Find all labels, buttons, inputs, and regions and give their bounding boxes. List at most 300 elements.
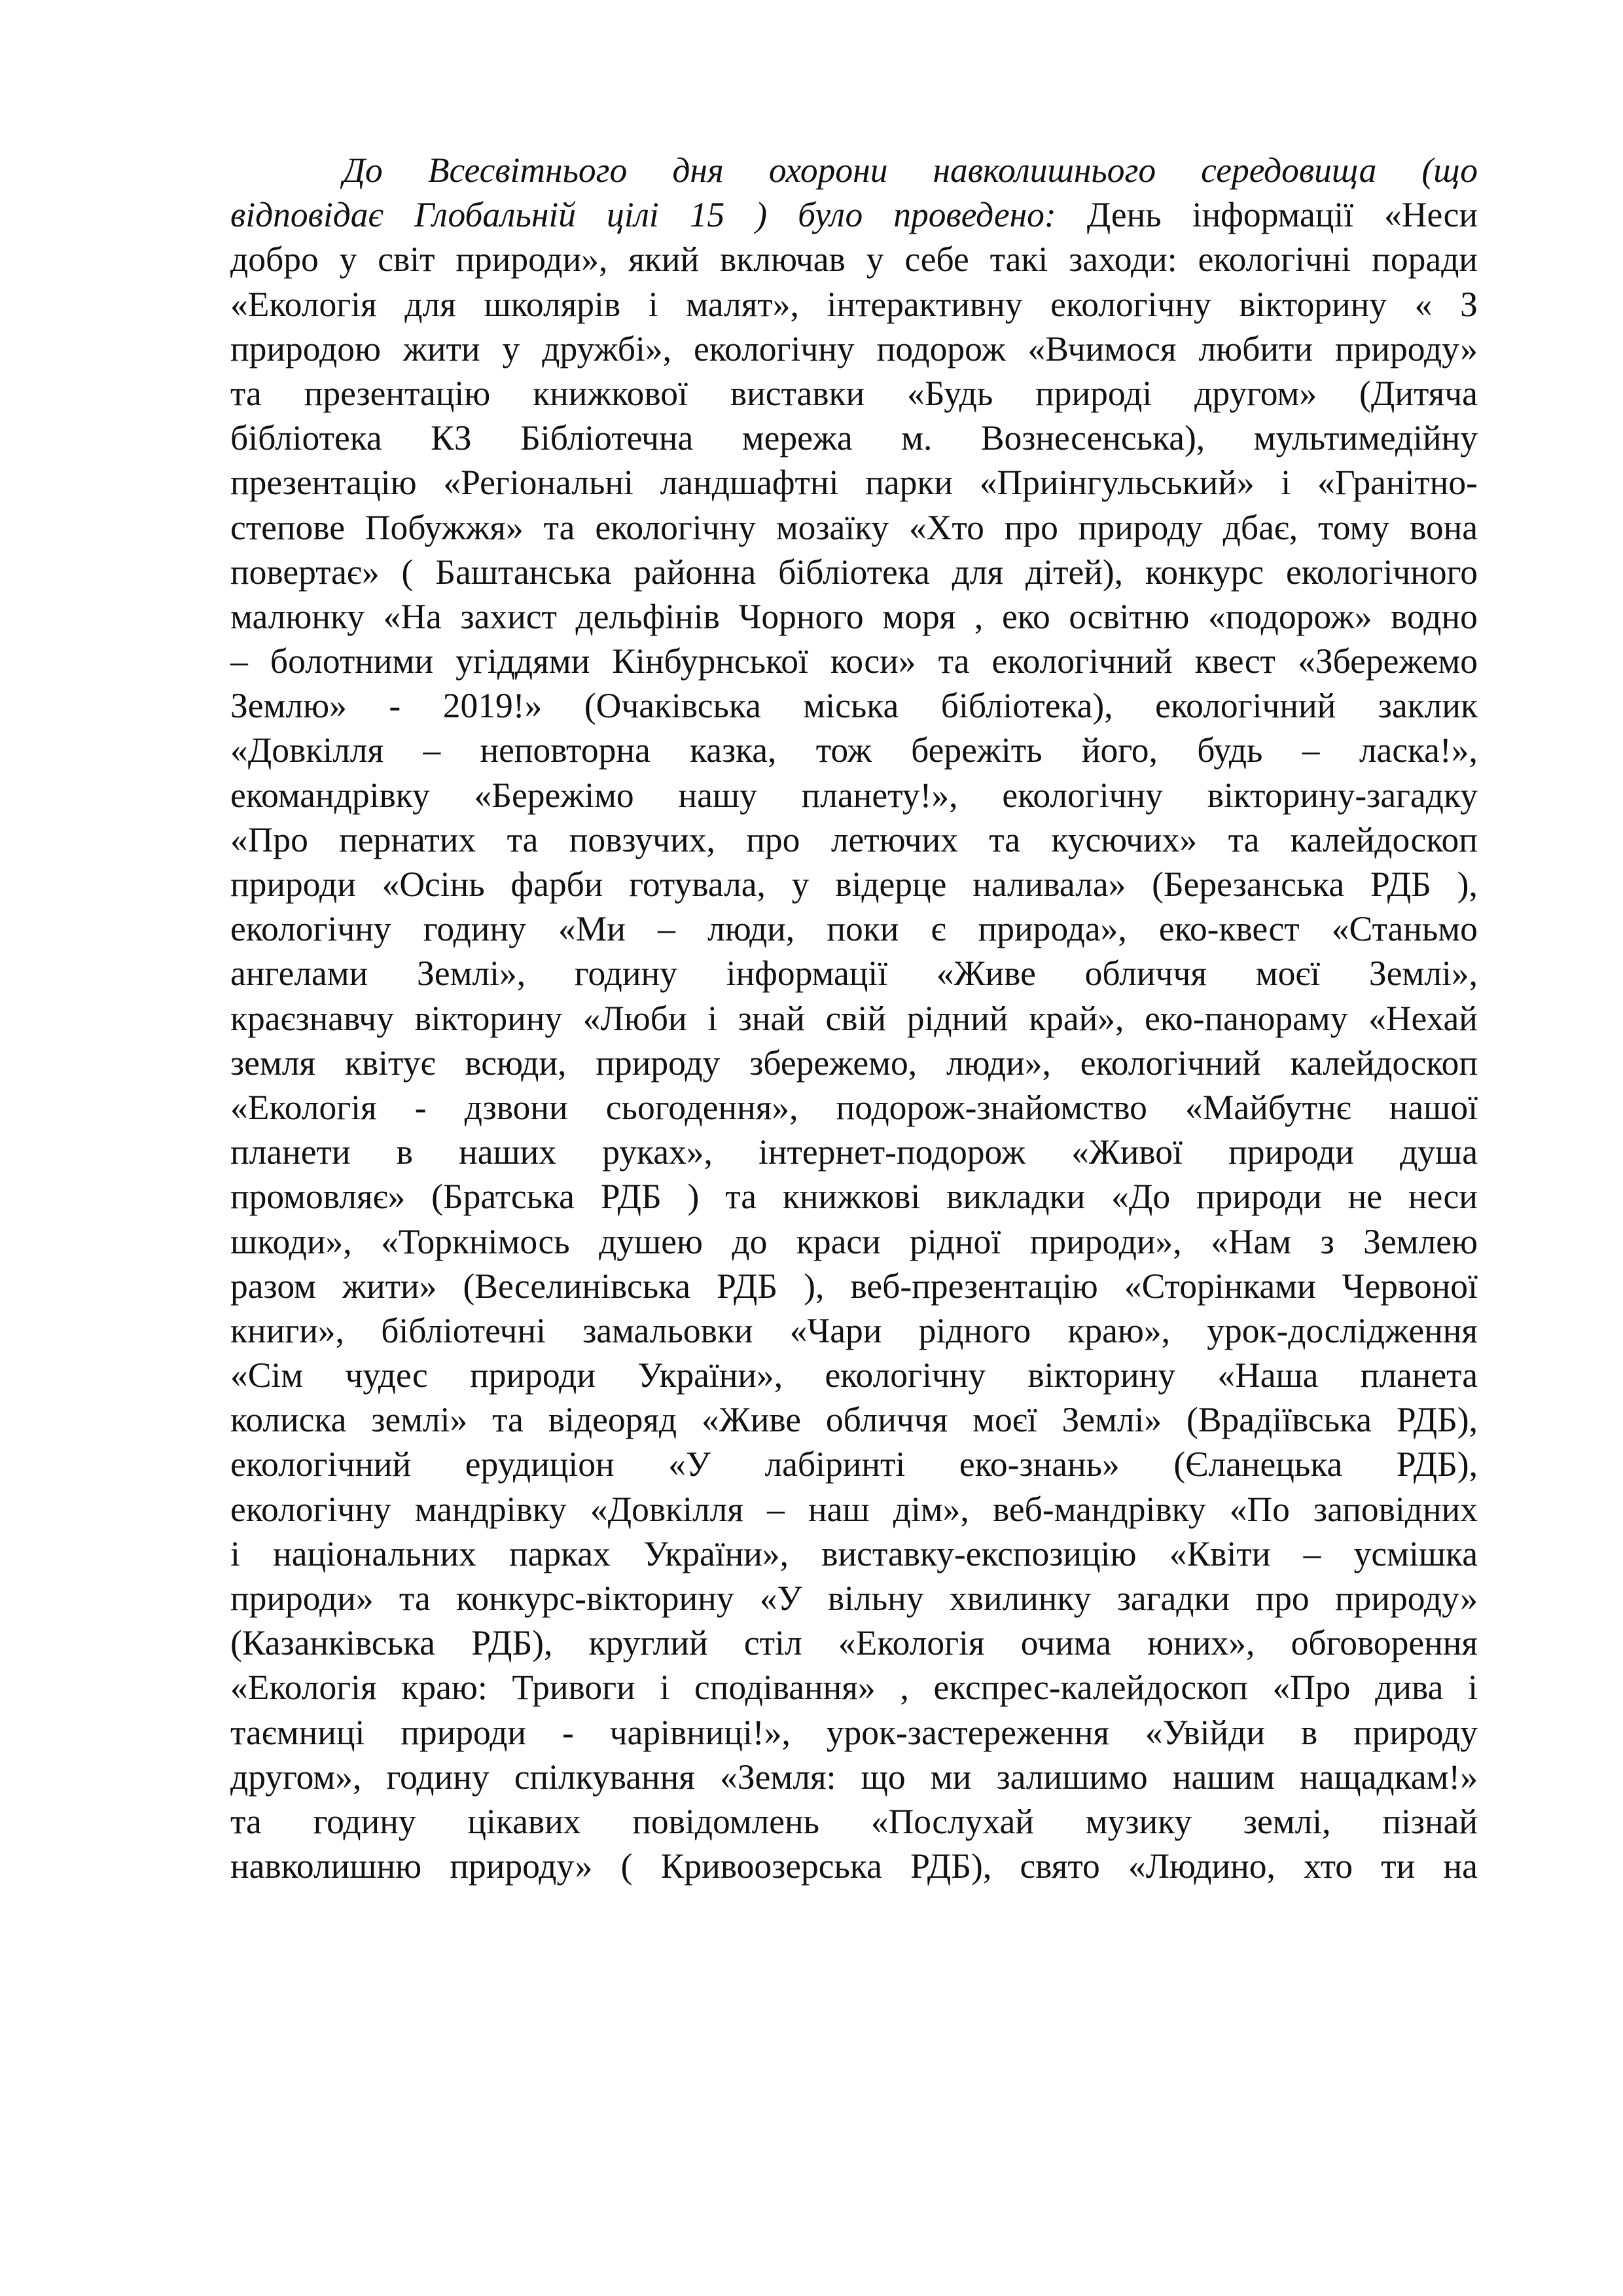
word: себе [904, 240, 969, 279]
word: планета [1360, 1355, 1478, 1395]
word: який [628, 240, 700, 279]
word: будь [1197, 730, 1263, 770]
word: круглий [588, 1623, 708, 1663]
word: «Будь [907, 373, 993, 413]
word: та [989, 819, 1021, 859]
word: заходи: [1069, 240, 1177, 279]
word: навколишнього [933, 151, 1156, 190]
word: РДБ [717, 1266, 778, 1306]
word: та [725, 1177, 757, 1217]
word: промовляє» [230, 1177, 406, 1217]
word: «Живе [702, 1400, 802, 1440]
word: у [502, 329, 520, 368]
word: і [660, 1668, 670, 1708]
word: хвилинку [949, 1579, 1092, 1618]
text-line [230, 1755, 1478, 1799]
word: калейдоскоп [1290, 819, 1478, 859]
word: не [1347, 1177, 1382, 1217]
word: всюди, [465, 1043, 567, 1083]
word: ) [755, 195, 768, 235]
word: нашу [678, 775, 757, 815]
text-line [230, 683, 1478, 728]
word: шкоди», [230, 1221, 352, 1261]
word: - [562, 1712, 574, 1752]
word: - [389, 686, 401, 726]
word: захист [460, 596, 557, 636]
word: природу [1353, 1712, 1478, 1752]
word: – [658, 909, 675, 949]
word: середовища [1201, 151, 1377, 190]
word: повзучих, [569, 819, 715, 859]
word: малюнку [230, 596, 365, 636]
word: природи», [455, 240, 608, 279]
text-line [230, 237, 1478, 281]
word: ласка!», [1359, 730, 1478, 770]
word: такі [990, 240, 1048, 279]
word: України», [637, 1355, 783, 1395]
word: (Врадіївська [1186, 1400, 1372, 1440]
word: «До [1111, 1177, 1171, 1217]
word: край», [1029, 998, 1124, 1038]
word: калейдоскоп [1290, 1043, 1478, 1083]
word: цікавих [467, 1801, 581, 1841]
word: і [1468, 1668, 1478, 1708]
word: національних [273, 1534, 476, 1573]
text-line [230, 1442, 1478, 1486]
word: екологічну [230, 909, 391, 949]
text-line [230, 192, 1478, 237]
word: природи» [230, 1579, 374, 1618]
word: ), [804, 1266, 825, 1306]
word: «Про [1272, 1668, 1351, 1708]
word: екологічну [1050, 284, 1211, 324]
word: районна [633, 552, 757, 592]
word: «Екологія [230, 1087, 377, 1127]
word: екологічні [1198, 240, 1351, 279]
text-line [230, 1799, 1478, 1844]
text-line [230, 1264, 1478, 1308]
word: пізнай [1382, 1801, 1478, 1841]
word: «Живої [1071, 1132, 1183, 1172]
word: душа [1400, 1132, 1478, 1172]
text-line [230, 1621, 1478, 1665]
word: «Осінь [382, 865, 485, 904]
word: «Про [230, 819, 308, 859]
word: 15 [689, 195, 725, 235]
word: « [1414, 284, 1433, 324]
word: веб-презентацію [850, 1266, 1098, 1306]
word: «Екологія [838, 1623, 985, 1663]
word: «Довкілля [230, 730, 384, 770]
word: і [707, 998, 718, 1038]
text-line [230, 951, 1478, 996]
word: планети [230, 1132, 351, 1172]
word: годину [423, 909, 526, 949]
text-line [230, 460, 1478, 505]
word: ландшафтні [660, 463, 839, 503]
word: краєзнавчу [230, 998, 394, 1038]
word: нашим [1172, 1757, 1275, 1797]
word: подорож-знайомство [836, 1087, 1147, 1127]
word: природи [1196, 1177, 1322, 1217]
word: усмішка [1353, 1534, 1478, 1573]
word: Всесвітнього [427, 151, 628, 190]
word: любити [1198, 329, 1313, 368]
text-line [230, 416, 1478, 460]
word: «Приінгульський» [979, 463, 1255, 503]
word: природи», [1029, 1221, 1182, 1261]
word: «По [1229, 1489, 1290, 1529]
word: вікторину [1239, 284, 1387, 324]
word: у [791, 865, 810, 904]
text-line [230, 148, 1478, 192]
word: в [396, 1132, 413, 1172]
word: еко-квест [1158, 909, 1300, 949]
word: казка, [690, 730, 777, 770]
word: жити [402, 329, 480, 368]
word: Землі», [1368, 954, 1478, 994]
word: екологічну [595, 507, 756, 547]
word: що [861, 1757, 906, 1797]
word: ми [930, 1757, 972, 1797]
word: знай [738, 998, 805, 1038]
word: природу» [450, 1846, 593, 1886]
word: про [1004, 507, 1058, 547]
word: проведено: [893, 195, 1056, 235]
word: поки [827, 909, 899, 949]
word: , [900, 1668, 909, 1708]
word: таємниці [230, 1712, 365, 1752]
word: Побужжя» [365, 507, 524, 547]
word: «Людино, [1128, 1846, 1275, 1886]
word: тому [1318, 507, 1390, 547]
word: неси [1408, 1177, 1478, 1217]
word: чарівниці!», [609, 1712, 791, 1752]
text-line [230, 1174, 1478, 1219]
word: для [404, 284, 456, 324]
word: цілі [606, 195, 659, 235]
word: Глобальній [414, 195, 576, 235]
word: відеоряд [548, 1400, 677, 1440]
word: люди, [707, 909, 795, 949]
word: (Братська [431, 1177, 575, 1217]
word: ангелами [230, 954, 368, 994]
word: – [423, 730, 441, 770]
word: вікторину [1027, 1355, 1176, 1395]
word: екомандрівку [230, 775, 430, 815]
text-line [230, 906, 1478, 951]
word: «Гранітно- [1317, 463, 1478, 503]
word: школярів [484, 284, 621, 324]
word: До [343, 151, 383, 190]
word: екологічний [230, 1444, 412, 1484]
word: є [931, 909, 946, 949]
text-line [230, 505, 1478, 550]
word: ерудиціон [465, 1444, 615, 1484]
word: «Хто [909, 507, 984, 547]
word: годину [574, 954, 677, 994]
word: було [798, 195, 863, 235]
word: пернатих [339, 819, 476, 859]
word: та [492, 1400, 524, 1440]
word: свято [1020, 1846, 1100, 1886]
word: ), [1457, 865, 1478, 904]
word: «Сторінками [1124, 1266, 1316, 1306]
word: екологічний [991, 641, 1173, 681]
word: еко [1001, 596, 1050, 636]
text-line [230, 1085, 1478, 1130]
text-line [230, 817, 1478, 862]
word: природою [230, 329, 381, 368]
word: відповідає [230, 195, 383, 235]
word: обговорення [1291, 1623, 1478, 1663]
word: РДБ), [1396, 1400, 1478, 1440]
word: загадки [1116, 1579, 1230, 1618]
word: «Вчимося [1027, 329, 1177, 368]
word: повідомлень [632, 1801, 820, 1841]
text-line [230, 371, 1478, 416]
word: природу» [1334, 1579, 1478, 1618]
word: «У [668, 1444, 711, 1484]
word: залишимо [996, 1757, 1148, 1797]
word: нащадкам!» [1300, 1757, 1478, 1797]
text-line [230, 550, 1478, 594]
word: дня [672, 151, 724, 190]
word: краси [796, 1221, 881, 1261]
word: годину [386, 1757, 490, 1797]
word: його, [1081, 730, 1158, 770]
word: краю», [1067, 1310, 1170, 1350]
word: конкурс [1145, 552, 1264, 592]
word: для [952, 552, 1004, 592]
word: та [507, 819, 539, 859]
word: наш [808, 1489, 870, 1529]
text-line [230, 1665, 1478, 1710]
word: презентацію [304, 373, 491, 413]
word: РДБ), [471, 1623, 553, 1663]
word: «Екологія [230, 284, 377, 324]
text-line [230, 1710, 1478, 1755]
word: жити» [342, 1266, 437, 1306]
word: про [746, 819, 800, 859]
word: хто [1304, 1846, 1353, 1886]
word: книги», [230, 1310, 344, 1350]
word: очима [1020, 1623, 1111, 1663]
word: юних», [1147, 1623, 1255, 1663]
word: мережа [741, 418, 853, 458]
word: «У [759, 1579, 802, 1618]
word: степове [230, 507, 345, 547]
word: в [1300, 1712, 1318, 1752]
word: , [974, 596, 984, 636]
word: моєї [1255, 954, 1321, 994]
word: обличчя [1084, 954, 1207, 994]
word: душею [599, 1221, 703, 1261]
word: «Квіти [1169, 1534, 1271, 1573]
word: З [1460, 284, 1478, 324]
word: - [414, 1087, 427, 1127]
word: «Живе [936, 954, 1036, 994]
word: наливала» [972, 865, 1126, 904]
word: земля [230, 1043, 316, 1083]
text-line [230, 594, 1478, 639]
text-line [230, 282, 1478, 327]
word: водно [1391, 596, 1478, 636]
word: інтерактивну [827, 284, 1023, 324]
word: на [1443, 1846, 1478, 1886]
word: – [1302, 730, 1320, 770]
word: «Екологія [230, 1668, 377, 1708]
word: до [732, 1221, 768, 1261]
word: землі, [1243, 1801, 1331, 1841]
word: «Довкілля [590, 1489, 743, 1529]
word: природи [401, 1712, 527, 1752]
word: «Майбутнє [1185, 1087, 1351, 1127]
word: рідного [918, 1310, 1031, 1350]
word: Землі», [417, 954, 526, 994]
word: вікторину-загадку [1207, 775, 1478, 815]
word: міська [803, 686, 899, 726]
word: дітей), [1026, 552, 1124, 592]
text-line [230, 996, 1478, 1041]
word: і [230, 1534, 240, 1573]
word: дім», [893, 1489, 969, 1529]
word: моря [882, 596, 956, 636]
word: «Торкнімось [381, 1221, 570, 1261]
word: бережіть [911, 730, 1043, 770]
word: дбає, [1222, 507, 1298, 547]
word: квест [1194, 641, 1275, 681]
word: у [866, 240, 884, 279]
word: Кінбурнської [612, 641, 808, 681]
word: нашої [1389, 1087, 1478, 1127]
word: День [1086, 195, 1162, 235]
word: охорони [768, 151, 888, 190]
word: природу [1078, 507, 1203, 547]
word: «Земля: [720, 1757, 836, 1797]
word: виставку-експозицію [821, 1534, 1137, 1573]
word: РДБ), [910, 1846, 992, 1886]
word: збережемо, [749, 1043, 918, 1083]
word: коси» [830, 641, 916, 681]
word: еко-знань» [959, 1444, 1120, 1484]
word: мультимедійну [1253, 418, 1478, 458]
word: ти [1381, 1846, 1416, 1886]
word: і [1281, 463, 1291, 503]
word: «Регіональні [443, 463, 633, 503]
word: включав [720, 240, 846, 279]
word: «Неси [1384, 195, 1478, 235]
word: відерце [835, 865, 947, 904]
word: «Чари [789, 1310, 882, 1350]
text-line [230, 327, 1478, 371]
word: природа», [978, 909, 1127, 949]
word: Бібліотечна [520, 418, 694, 458]
word: Чорного [738, 596, 864, 636]
word: природи [470, 1355, 596, 1395]
word: веб-мандрівку [992, 1489, 1206, 1529]
word: (Дитяча [1359, 373, 1478, 413]
text-line [230, 862, 1478, 906]
word: РДБ [1370, 865, 1431, 904]
word: книжкові [782, 1177, 921, 1217]
word: вільну [827, 1579, 924, 1618]
word: КЗ [431, 418, 472, 458]
word: «Увійди [1145, 1712, 1266, 1752]
word: РДБ [600, 1177, 662, 1217]
word: руках», [602, 1132, 713, 1172]
word: обличчя [825, 1400, 948, 1440]
word: екологічний [1080, 1043, 1261, 1083]
text-line [230, 1219, 1478, 1264]
word: люди», [946, 1043, 1051, 1083]
word: разом [230, 1266, 316, 1306]
text-line [230, 1308, 1478, 1353]
word: (Очаківська [584, 686, 761, 726]
word: другом» [1194, 373, 1317, 413]
word: другом», [230, 1757, 362, 1797]
word: замальовки [582, 1310, 753, 1350]
word: мандрівку [414, 1489, 567, 1529]
text-line [230, 773, 1478, 817]
word: 2019!» [442, 686, 543, 726]
word: колиска [230, 1400, 347, 1440]
word: планету!», [801, 775, 958, 815]
word: «Нехай [1368, 998, 1478, 1038]
word: Землю» [230, 686, 347, 726]
text-line [230, 1532, 1478, 1576]
word: кусючих» [1051, 819, 1198, 859]
word: сьогодення», [605, 1087, 798, 1127]
word: неповторна [480, 730, 651, 770]
word: про [1255, 1579, 1310, 1618]
word: «На [383, 596, 442, 636]
word: з [1320, 1221, 1334, 1261]
word: бібліотека [778, 552, 930, 592]
word: конкурс-вікторину [456, 1579, 734, 1618]
word: стіл [743, 1623, 802, 1663]
word: інформації [1192, 195, 1354, 235]
word: заклик [1378, 686, 1478, 726]
word: Землею [1363, 1221, 1478, 1261]
word: вона [1409, 507, 1478, 547]
word: «подорож» [1208, 596, 1372, 636]
word: лабіринті [764, 1444, 906, 1484]
word: та [399, 1579, 431, 1618]
word: та [543, 507, 575, 547]
word: парки [865, 463, 953, 503]
word: та [1228, 819, 1260, 859]
word: інформації [726, 954, 888, 994]
word: екологічну [825, 1355, 986, 1395]
text-line [230, 1353, 1478, 1397]
word: летючих [830, 819, 958, 859]
word: у [339, 240, 357, 279]
word: екологічну [230, 1489, 391, 1529]
word: Баштанська [435, 552, 612, 592]
word: рідний [906, 998, 1008, 1038]
word: Тривоги [512, 1668, 635, 1708]
word: дзвони [464, 1087, 568, 1127]
word: поради [1372, 240, 1478, 279]
word: (Казанківська [230, 1623, 435, 1663]
text-line [230, 639, 1478, 683]
word: (Веселинівська [463, 1266, 691, 1306]
word: «Послухай [870, 1801, 1034, 1841]
word: інтернет-подорож [758, 1132, 1026, 1172]
word: і [648, 284, 658, 324]
word: Вознесенська), [980, 418, 1205, 458]
